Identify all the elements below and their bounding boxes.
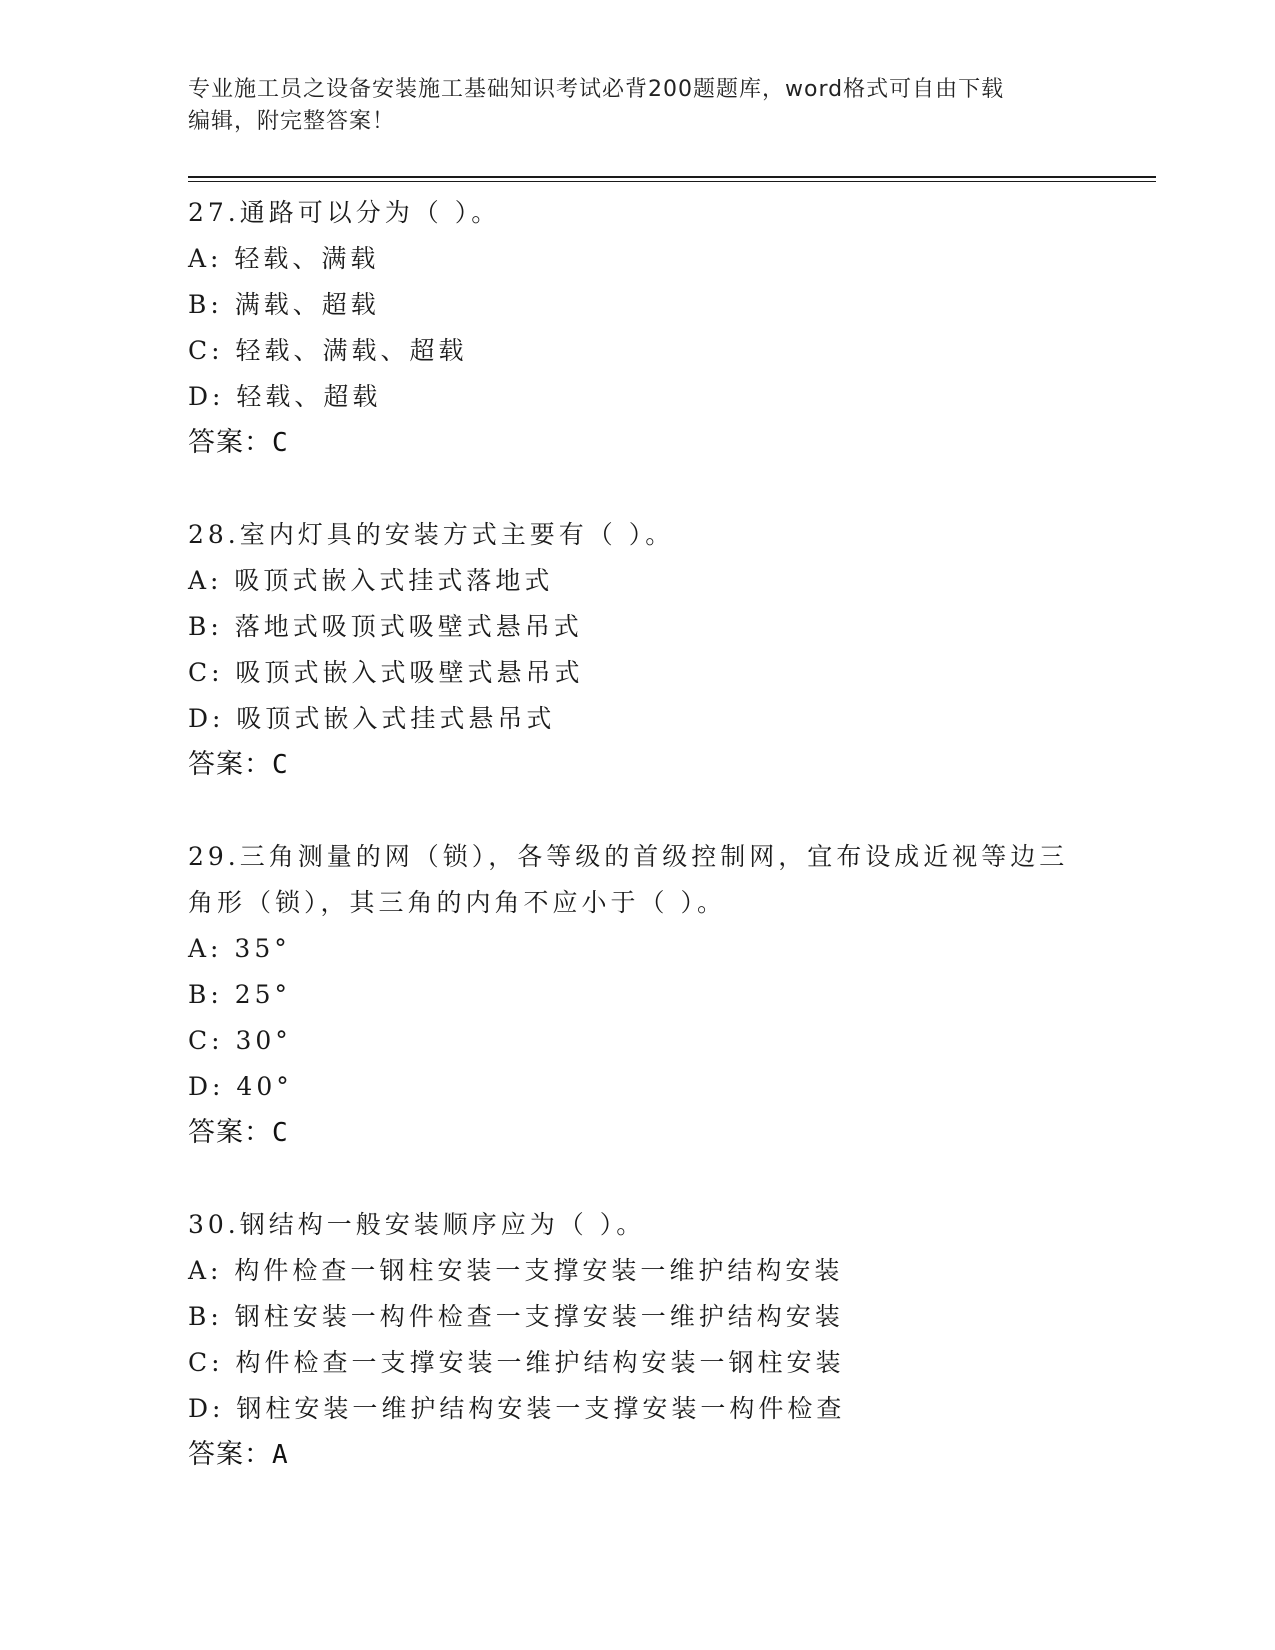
option-d: D: 40° — [188, 1072, 293, 1101]
option-c: C: 30° — [188, 1026, 292, 1055]
answer-value: A — [272, 1440, 289, 1470]
option-a: A: 构件检查一钢柱安装一支撑安装一维护结构安装 — [188, 1256, 844, 1285]
option-d: D: 轻载、超载 — [188, 382, 382, 411]
answer-label: 答案： — [188, 1439, 272, 1470]
question-stem: 28.室内灯具的安装方式主要有（ ）。 — [188, 520, 675, 549]
answer-line — [188, 1110, 1108, 1156]
option-d: D: 钢柱安装一维护结构安装一支撑安装一构件检查 — [188, 1394, 846, 1423]
answer-label: 答案： — [188, 427, 272, 458]
question-stem: 30.钢结构一般安装顺序应为（ ）。 — [188, 1210, 646, 1239]
answer-value: C — [272, 428, 289, 458]
option-c: C: 轻载、满载、超载 — [188, 336, 468, 365]
answer-label: 答案： — [188, 1117, 272, 1148]
option-a: A: 35° — [188, 934, 291, 963]
option-a: A: 吸顶式嵌入式挂式落地式 — [188, 566, 554, 595]
header-line-2: 编辑，附完整答案！ — [188, 109, 396, 134]
question-30 — [188, 1202, 1108, 1478]
header-line-1: 专业施工员之设备安装施工基础知识考试必背200题题库，word格式可自由下载 — [188, 77, 1005, 102]
question-stem: 27.通路可以分为（ ）。 — [188, 198, 501, 227]
question-27 — [188, 190, 1108, 466]
answer-line — [188, 420, 1108, 466]
answer-value: C — [272, 750, 289, 780]
question-stem: 29.三角测量的网（锁），各等级的首级控制网，宜布设成近视等边三 角形（锁），其三角的内角不应小于（ ）。 — [188, 842, 1069, 917]
question-29 — [188, 834, 1108, 1156]
option-b: B: 满载、超载 — [188, 290, 380, 319]
question-28 — [188, 512, 1108, 788]
option-b: B: 落地式吸顶式吸壁式悬吊式 — [188, 612, 583, 641]
answer-line — [188, 742, 1108, 788]
document-header — [188, 74, 1088, 138]
option-d: D: 吸顶式嵌入式挂式悬吊式 — [188, 704, 556, 733]
option-c: C: 构件检查一支撑安装一维护结构安装一钢柱安装 — [188, 1348, 845, 1377]
option-a: A: 轻载、满载 — [188, 244, 380, 273]
header-divider-thin — [188, 181, 1156, 182]
answer-line — [188, 1432, 1108, 1478]
answer-value: C — [272, 1118, 289, 1148]
option-c: C: 吸顶式嵌入式吸壁式悬吊式 — [188, 658, 584, 687]
option-b: B: 钢柱安装一构件检查一支撑安装一维护结构安装 — [188, 1302, 844, 1331]
answer-label: 答案： — [188, 749, 272, 780]
header-divider-thick — [188, 176, 1156, 178]
question-list — [188, 190, 1108, 1524]
option-b: B: 25° — [188, 980, 292, 1009]
